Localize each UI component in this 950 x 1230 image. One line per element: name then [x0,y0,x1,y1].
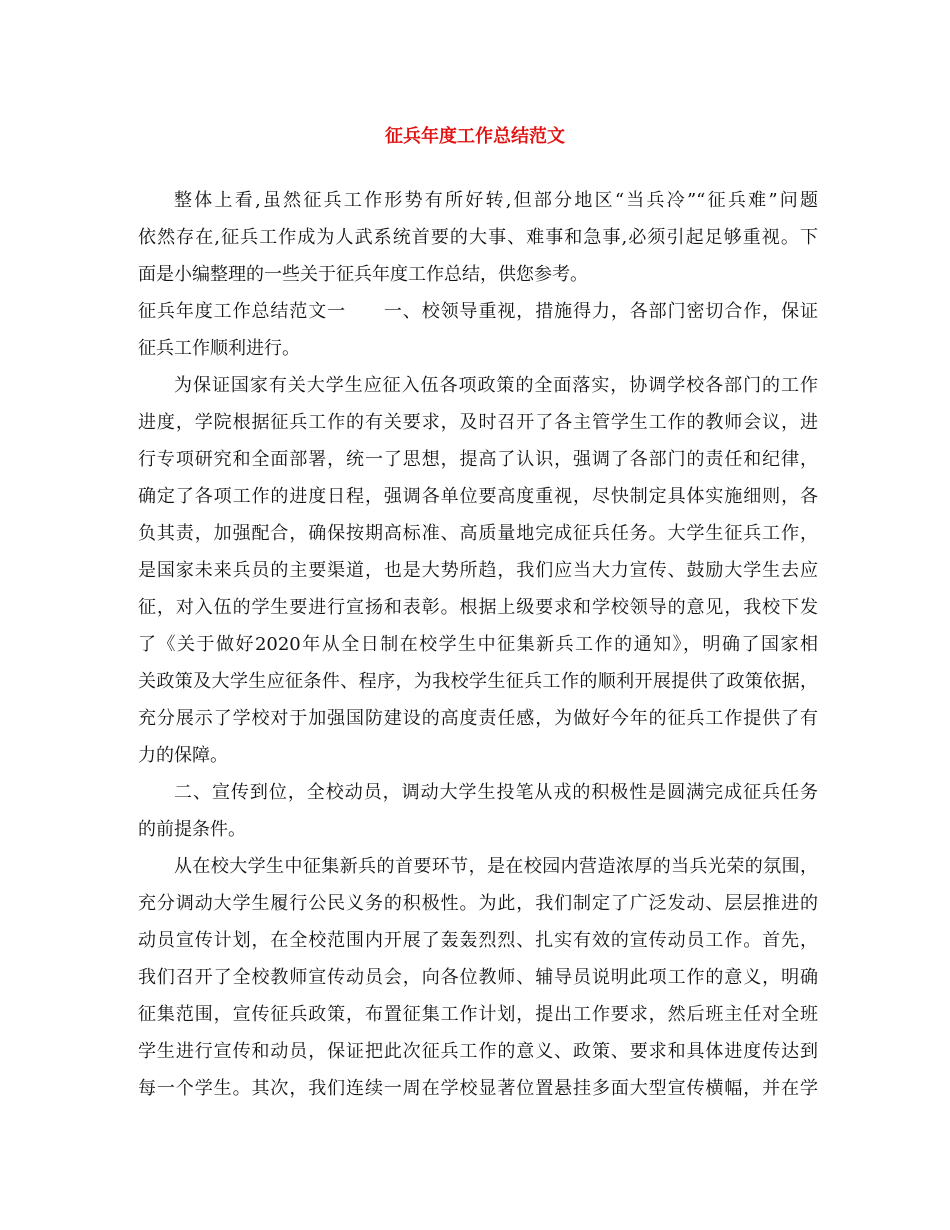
text-line: 负其责，加强配合，确保按期高标准、高质量地完成征兵任务。大学生征兵工作， [138,523,818,544]
text-line: 从在校大学生中征集新兵的首要环节，是在校园内营造浓厚的当兵光荣的氛围， [174,856,818,877]
text-line: 依然存在,征兵工作成为人武系统首要的大事、难事和急事,必须引起足够重视。下 [138,227,818,248]
text-line: 关政策及大学生应征条件、程序，为我校学生征兵工作的顺利开展提供了政策依据， [138,671,818,692]
text-line: 征兵工作顺利进行。 [138,338,300,359]
text-line: 每一个学生。其次，我们连续一周在学校显著位置悬挂多面大型宣传横幅，并在学 [138,1078,818,1099]
text-line: 征兵年度工作总结范文一 一、校领导重视，措施得力，各部门密切合作，保证 [138,301,818,322]
text-line: 面是小编整理的一些关于征兵年度工作总结，供您参考。 [138,264,588,285]
text-line: 的前提条件。 [138,819,246,840]
text-line: 征集范围，宣传征兵政策，布置征集工作计划，提出工作要求，然后班主任对全班 [138,1004,818,1025]
text-line: 二、宣传到位，全校动员，调动大学生投笔从戎的积极性是圆满完成征兵任务 [174,782,818,803]
text-line: 学生进行宣传和动员，保证把此次征兵工作的意义、政策、要求和具体进度传达到 [138,1041,818,1062]
text-line: 了《关于做好2020年从全日制在校学生中征集新兵工作的通知》，明确了国家相 [138,634,818,655]
text-line: 我们召开了全校教师宣传动员会，向各位教师、辅导员说明此项工作的意义，明确 [138,967,818,988]
text-line: 充分展示了学校对于加强国防建设的高度责任感，为做好今年的征兵工作提供了有 [138,708,818,729]
document-title: 征兵年度工作总结范文 [385,126,565,147]
text-line: 进度，学院根据征兵工作的有关要求，及时召开了各主管学生工作的教师会议，进 [138,412,818,433]
text-line: 充分调动大学生履行公民义务的积极性。为此，我们制定了广泛发动、层层推进的 [138,893,818,914]
text-line: 是国家未来兵员的主要渠道，也是大势所趋，我们应当大力宣传、鼓励大学生去应 [138,560,818,581]
text-line: 整体上看,虽然征兵工作形势有所好转,但部分地区“当兵冷”“征兵难”问题 [174,190,818,211]
text-line: 为保证国家有关大学生应征入伍各项政策的全面落实，协调学校各部门的工作 [174,375,818,396]
text-line: 动员宣传计划，在全校范围内开展了轰轰烈烈、扎实有效的宣传动员工作。首先， [138,930,818,951]
text-line: 行专项研究和全面部署，统一了思想，提高了认识，强调了各部门的责任和纪律， [138,449,818,470]
text-line: 征，对入伍的学生要进行宣扬和表彰。根据上级要求和学校领导的意见，我校下发 [138,597,818,618]
text-line: 力的保障。 [138,745,228,766]
text-line: 确定了各项工作的进度日程，强调各单位要高度重视，尽快制定具体实施细则，各 [138,486,818,507]
